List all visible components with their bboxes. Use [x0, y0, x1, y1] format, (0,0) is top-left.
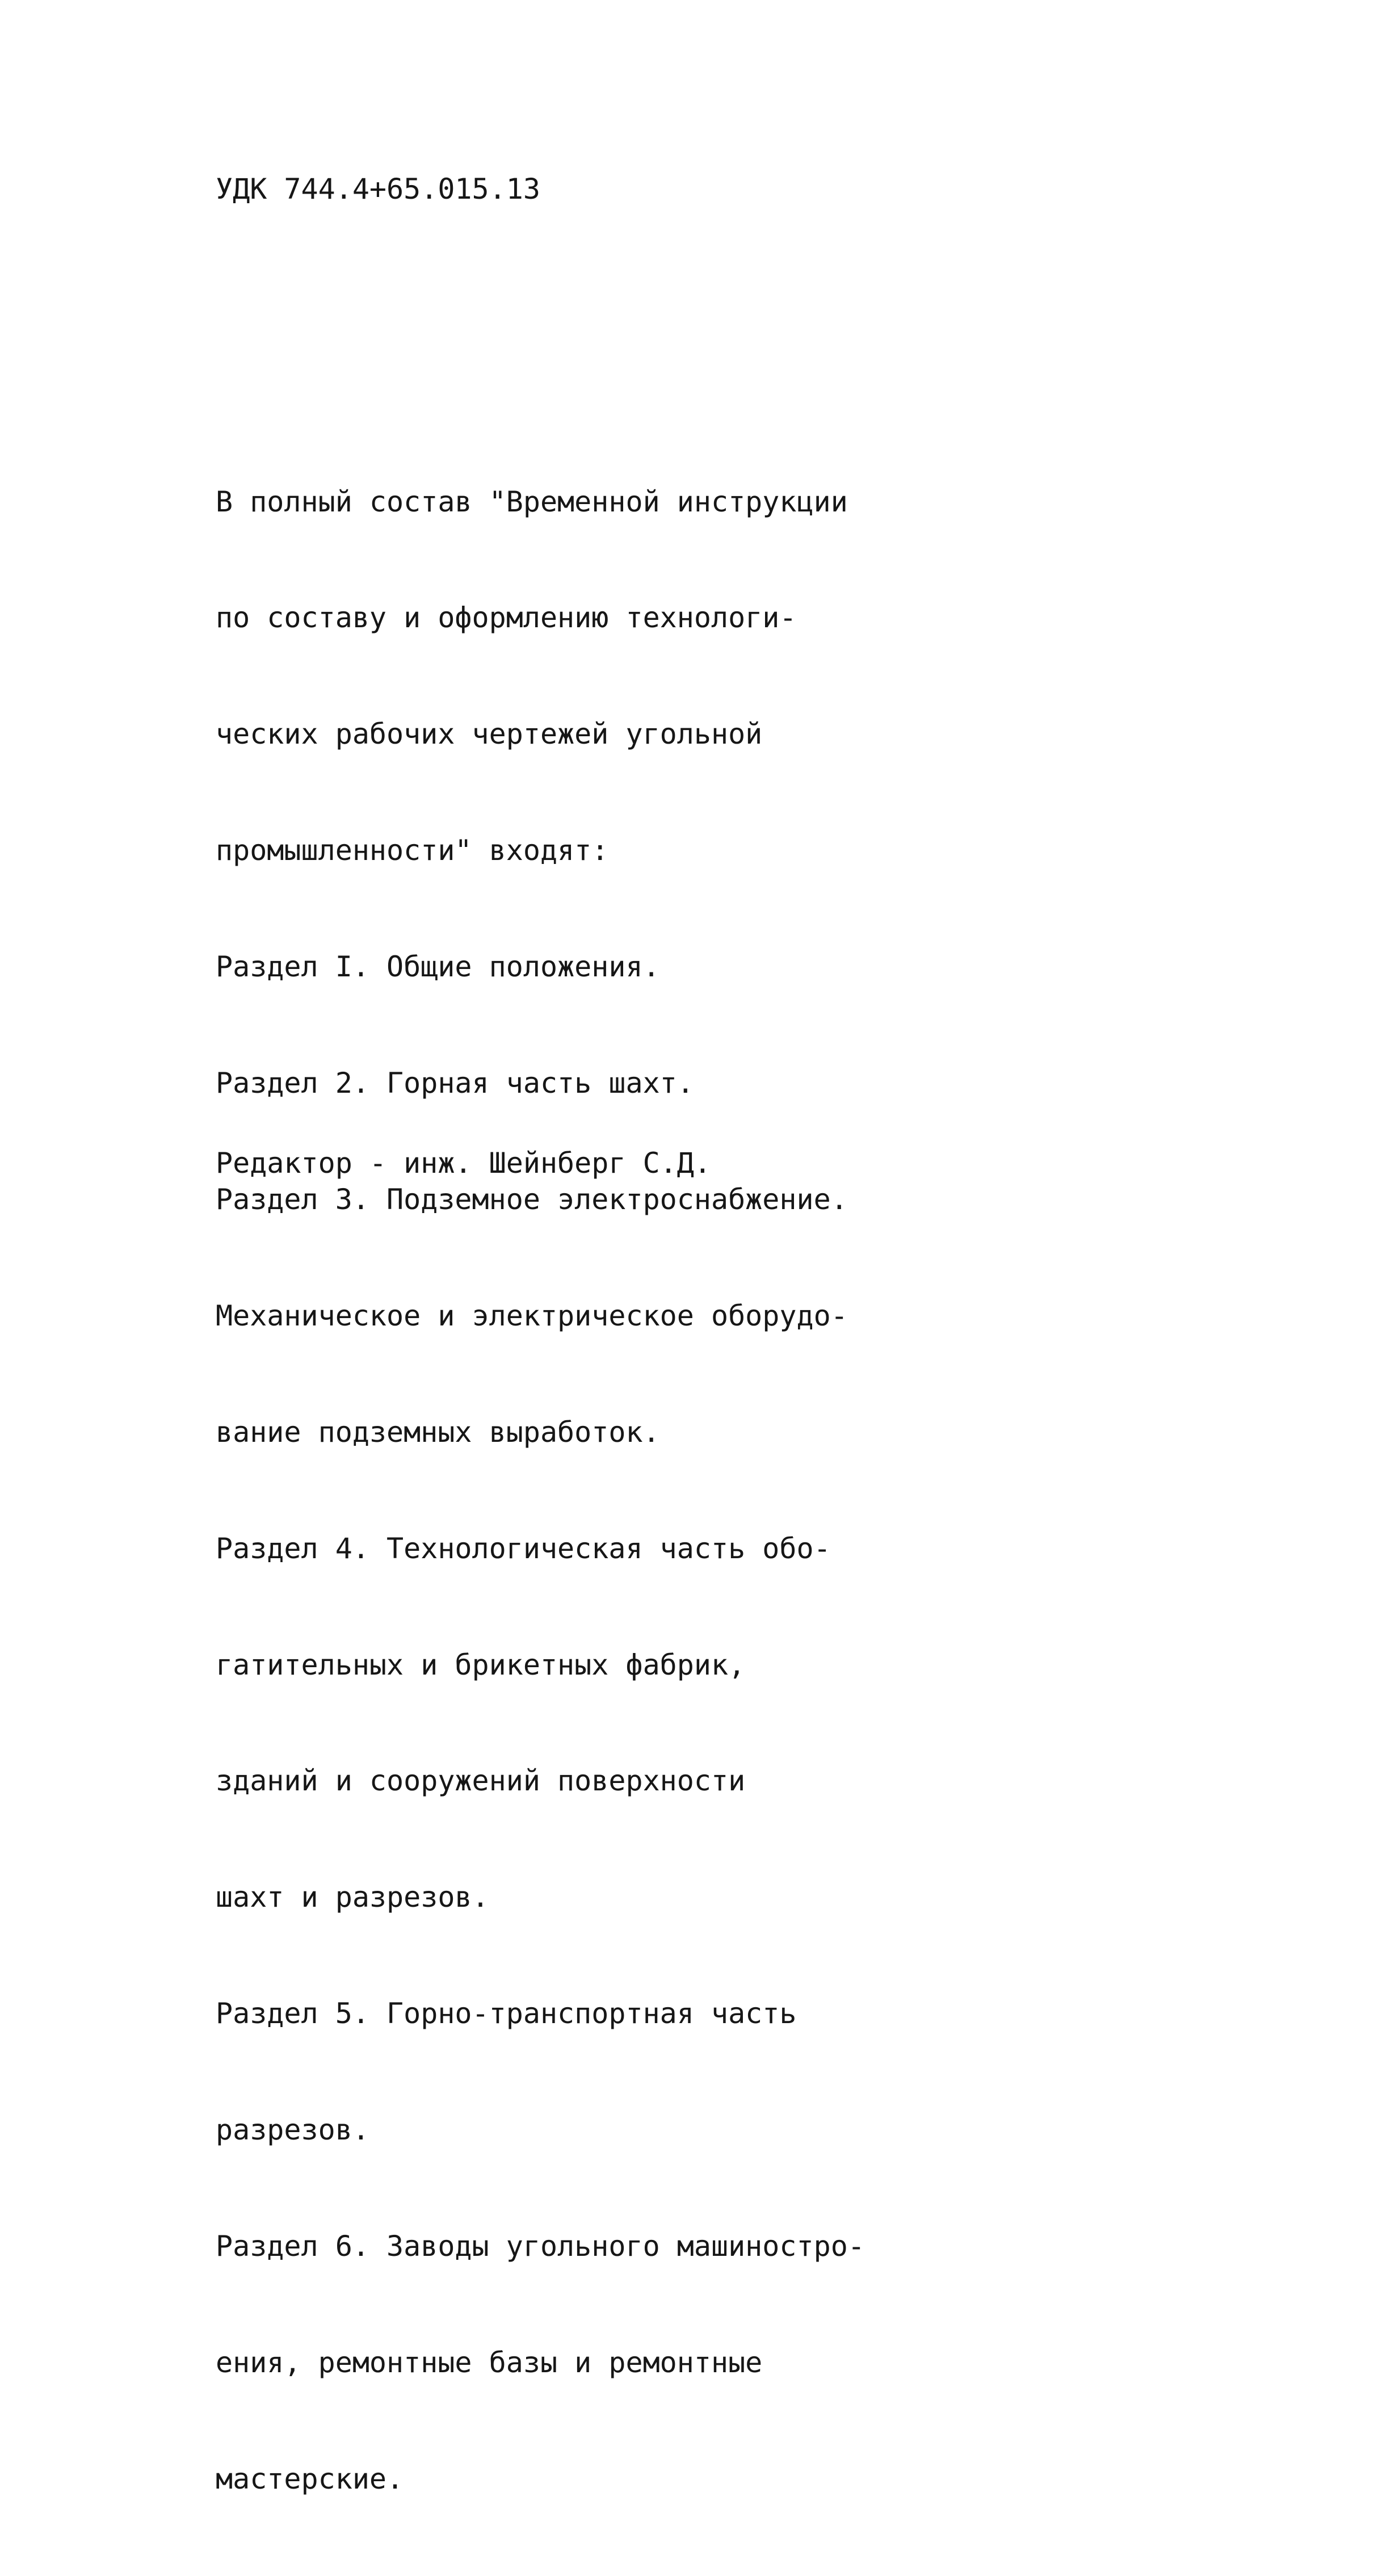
text-line: зданий и сооружений поверхности [216, 1764, 746, 1798]
text-line: ения, ремонтные базы и ремонтные [216, 2346, 763, 2379]
text-line: В полный состав "Временной инструкции [216, 485, 848, 518]
section-4-line: Раздел 4. Технологическая часть обо- [216, 1532, 831, 1565]
text-line: гатительных и брикетных фабрик, [216, 1648, 746, 1681]
text-line: вание подземных выработок. [216, 1415, 660, 1449]
section-1-line: Раздел I. Общие положения. [216, 950, 660, 984]
text-line: ческих рабочих чертежей угольной [216, 718, 763, 751]
contents-paragraph [216, 405, 865, 2576]
section-3-line: Раздел 3. Подземное электроснабжение. [216, 1182, 848, 1216]
section-5-line: Раздел 5. Горно-транспортная часть [216, 1997, 797, 2030]
section-2-line: Раздел 2. Горная часть шахт. [216, 1067, 694, 1100]
section-6-line: Раздел 6. Заводы угольного машиностро- [216, 2229, 865, 2263]
text-line: промышленности" входят: [216, 834, 609, 867]
text-line: Механическое и электрическое оборудо- [216, 1299, 848, 1332]
text-line: разрезов. [216, 2113, 369, 2147]
udk-code: УДК 744.4+65.015.13 [216, 173, 540, 205]
editor-credit: Редактор - инж. Шейнберг С.Д. [216, 1147, 711, 1180]
text-line: по составу и оформлению технологи- [216, 601, 797, 635]
text-line: шахт и разрезов. [216, 1881, 489, 1914]
text-line: мастерские. [216, 2462, 404, 2495]
